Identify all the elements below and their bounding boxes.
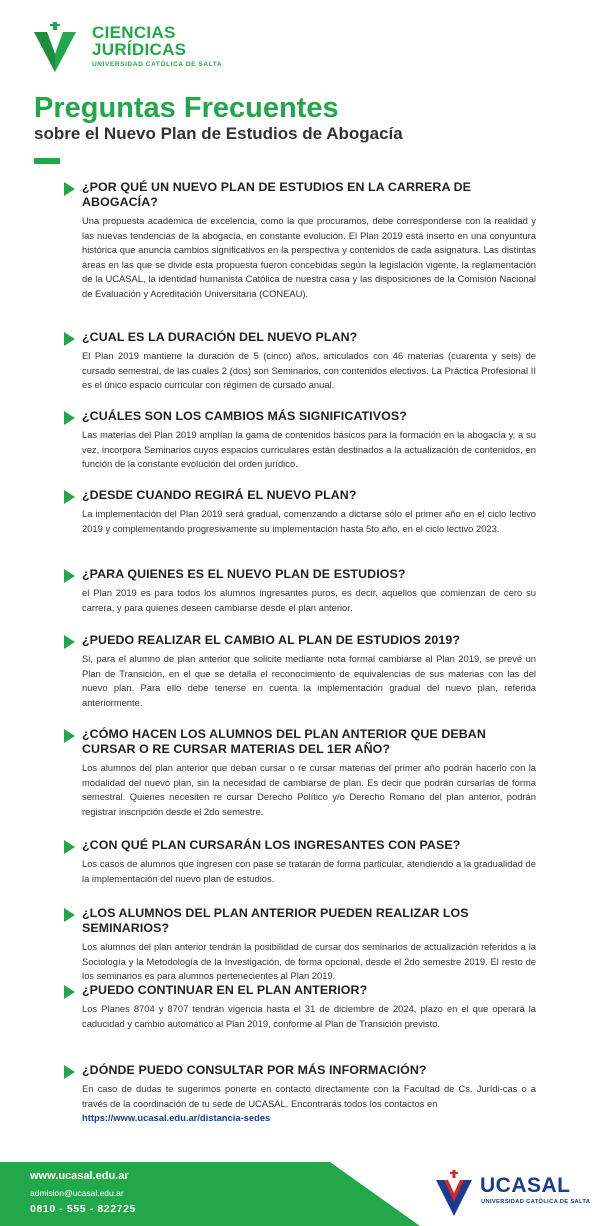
faq-item [64, 906, 536, 983]
arrow-right-icon [64, 635, 75, 649]
arrow-right-icon [64, 182, 75, 196]
faq-item [64, 488, 536, 567]
faq-question: ¿CUÁLES SON LOS CAMBIOS MÁS SIGNIFICATIVOS? [82, 409, 407, 423]
faq-question: ¿LOS ALUMNOS DEL PLAN ANTERIOR PUEDEN REALIZAR LOS SEMINARIOS? [82, 906, 469, 935]
faq-question: ¿CON QUÉ PLAN CURSARÁN LOS INGRESANTES CON PASE? [82, 838, 461, 852]
faq-question: ¿POR QUÉ UN NUEVO PLAN DE ESTUDIOS EN LA CARRERA DE ABOGACÍA? [82, 180, 472, 209]
arrow-right-icon [64, 411, 75, 425]
faq-answer: Las materias del Plan 2019 amplían la gama de contenidos básicos para la formación en la abogacía y, a su vez, incorpora Seminarios cuyos espacios curriculares están destinados a la actualización de contenidos, en función de la constante evolución del orden jurídico. [82, 429, 536, 469]
arrow-right-icon [64, 985, 75, 999]
sedes-link[interactable]: https://www.ucasal.edu.ar/distancia-sedes [82, 1112, 271, 1123]
faq-question: ¿PARA QUIENES ES EL NUEVO PLAN DE ESTUDIOS? [82, 567, 406, 581]
faq-item [64, 567, 536, 633]
arrow-right-icon [64, 332, 75, 346]
arrow-right-icon [64, 1065, 75, 1079]
faq-question: ¿PUEDO REALIZAR EL CAMBIO AL PLAN DE ESTUDIOS 2019? [82, 633, 461, 647]
faq-item [64, 180, 536, 330]
logo-line-1: CIENCIAS [92, 23, 176, 42]
faq-answer: Los Planes 8704 y 8707 tendrán vigencia hasta el 31 de diciembre de 2024, plazo en el que operará la caducidad y cambio automático al Plan 2019, conforme al Plan de Transición previsto. [82, 1003, 536, 1029]
faq-answer: Los alumnos del plan anterior que deban cursar o re cursar materias del primer año podrán hacerlo con la modalidad del nuevo plan, sin la necesidad de cambiarse de plan. Es decir que podrán cursarlas de forma semestral. Quienes necesiten re cursar Derecho Político y/o Derecho Romano del plan anterior, podrán registrar inscripción desde el 2do semestre. [82, 762, 536, 817]
faq-answer: Los alumnos del plan anterior tendrán la posibilidad de cursar dos seminarios de actualización referidos a la Sociología y la Metodología de la Investigación, de forma opcional, desde el 2do semestre 2019. El resto de los seminarios es para alumnos pertenecientes al Plan 2019. [82, 941, 536, 981]
faq-question: ¿CÓMO HACEN LOS ALUMNOS DEL PLAN ANTERIOR QUE DEBAN CURSAR O RE CURSAR MATERIAS DEL 1ER AÑO? [82, 727, 486, 756]
footer-email[interactable]: admision@ucasal.edu.ar [30, 1188, 124, 1198]
faq-item [64, 330, 536, 409]
title-accent-bar [34, 158, 60, 164]
logo-university: UNIVERSIDAD CATÓLICA DE SALTA [92, 61, 223, 68]
faq-item [64, 633, 536, 727]
faq-question: ¿PUEDO CONTINUAR EN EL PLAN ANTERIOR? [82, 983, 368, 997]
page-title: Preguntas Frecuentes [34, 92, 339, 124]
faq-item [64, 1063, 536, 1126]
page-subtitle: sobre el Nuevo Plan de Estudios de Abogacía [34, 124, 403, 143]
faq-item [64, 983, 536, 1063]
faq-question: ¿DESDE CUANDO REGIRÁ EL NUEVO PLAN? [82, 488, 357, 502]
footer-phone: 0810 - 555 - 822725 [30, 1203, 136, 1215]
arrow-right-icon [64, 908, 75, 922]
faq-list [64, 180, 536, 1126]
ucasal-emblem-icon [436, 1170, 472, 1216]
faq-answer [82, 1082, 536, 1126]
arrow-right-icon [64, 569, 75, 583]
faq-item [64, 838, 536, 906]
ciencias-juridicas-logo-icon [34, 22, 76, 72]
faq-answer: Una propuesta académica de excelencia, como la que procuramos, debe corresponderse con la realidad y las nuevas tendencias de la abogacía, en constante evolución. El Plan 2019 está inserto en una conyuntura histórica que anuncia cambios significativos en la perspectiva y contenidos de cada asignatura. Las distintas áreas en las que se divide esta propuesta fueron concebidas según la legislación vigente, la reglamentación de la UCASAL, la identidad humanista Católica de nuestra casa y las disposiciones de la Comisión Nacional de Evaluación y Acreditación Universitaria (CONEAU). [82, 215, 536, 299]
logo-line-2: JURÍDICAS [92, 40, 187, 59]
faq-question: ¿DÓNDE PUEDO CONSULTAR POR MÁS INFORMACIÓN? [82, 1063, 427, 1077]
footer-website[interactable]: www.ucasal.edu.ar [30, 1170, 129, 1182]
arrow-right-icon [64, 490, 75, 504]
faq-answer: Los casos de alumnos que ingresen con pase se tratarán de forma particular, atendiendo a la gradualidad de la implementación del nuevo plan de estudios. [82, 858, 536, 884]
ucasal-brand-subtitle: UNIVERSIDAD CATÓLICA DE SALTA [481, 1199, 591, 1205]
faq-answer: el Plan 2019 es para todos los alumnos ingresantes puros, es decir, aquellos que comienzan de cero su carrera, y para quienes deseen cambiarse desde el plan anterior. [82, 587, 536, 613]
faq-answer-text: En caso de dudas te sugerimos ponerte en contacto directamente con la Facultad de Cs. Jurídi-cas o a través de la coordinación de tu sede de UCASAL. Encontrarás todos los contactos en [82, 1083, 536, 1109]
ucasal-brand: UCASAL [480, 1174, 571, 1197]
faq-question: ¿CUAL ES LA DURACIÓN DEL NUEVO PLAN? [82, 330, 358, 344]
faculty-logo-text [92, 24, 222, 68]
faq-item [64, 727, 536, 838]
faq-answer: Si, para el alumno de plan anterior que solicite mediante nota formal cambiarse al Plan 2019, se prevé un Plan de Transición, en el que se detalla el reconocimiento de equivalencias de sus materias con las del nuevo plan. Para ello debe tenerse en cuenta la implementación gradual del nuevo plan, referida anteriormente. [82, 653, 536, 708]
faq-answer: El Plan 2019 mantiene la duración de 5 (cinco) años, articulados con 46 materias (cuarenta y seis) de cursado semestral, de las cuales 2 (dos) son Seminarios, con contenidos electivos. La Práctica Profesional II es el único espacio curricular con régimen de cursado anual. [82, 350, 536, 390]
arrow-right-icon [64, 729, 75, 743]
faq-answer: La implementación del Plan 2019 será gradual, comenzando a dictarse sólo el primer año en el ciclo lectivo 2019 y complementando progresivamente su implementación hasta 5to año, en el ciclo lectivo 2023. [82, 508, 536, 534]
faq-item [64, 409, 536, 488]
arrow-right-icon [64, 840, 75, 854]
